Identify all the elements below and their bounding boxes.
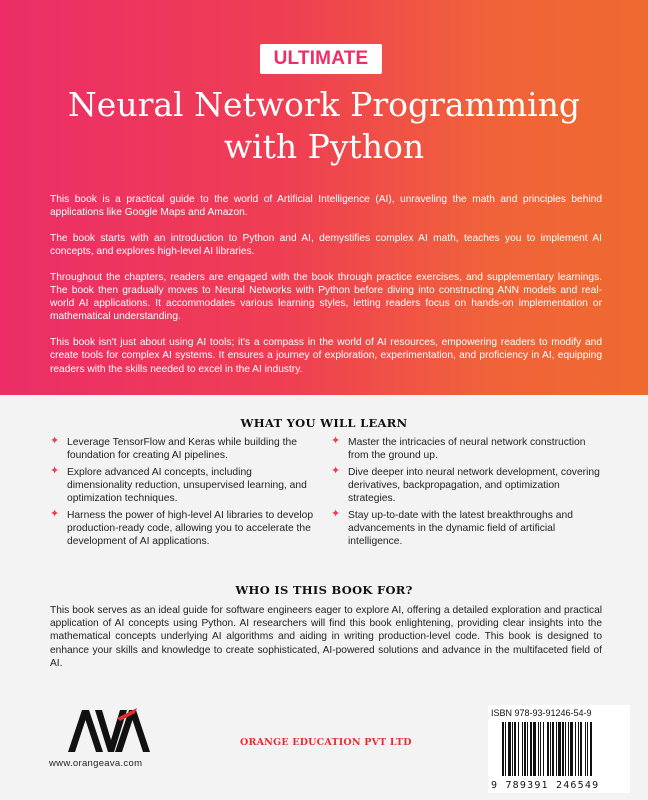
diamond-bullet-icon: ✦ <box>50 508 60 520</box>
title-line-1: Neural Network Programming <box>67 85 581 124</box>
barcode-bar <box>508 722 511 776</box>
barcode-bar <box>518 722 519 776</box>
barcode-bar <box>578 722 579 776</box>
ava-logo-icon <box>65 706 151 754</box>
diamond-bullet-icon: ✦ <box>50 435 60 447</box>
title-line-2: with Python <box>223 127 425 166</box>
barcode-bar <box>514 722 516 776</box>
barcode-number: 9 789391 246549 <box>491 780 600 791</box>
barcode-bar <box>568 722 569 776</box>
diamond-bullet-icon: ✦ <box>331 435 341 447</box>
barcode-bar <box>552 722 554 776</box>
barcode-bar <box>587 722 588 776</box>
barcode-bar <box>550 722 551 776</box>
barcode-bar <box>543 722 544 776</box>
barcode-bar <box>570 722 573 776</box>
intro-paragraph: This book isn't just about using AI tools; it's a compass in the world of AI resources, empowering readers to modify and create tools for complex AI systems. It ensures a journey of exploration, experimentation, and proficiency in AI, equipping readers with the skills needed to excel in the AI industry. <box>50 337 602 375</box>
learn-heading: WHAT YOU WILL LEARN <box>240 416 408 430</box>
book-title <box>0 84 648 168</box>
learn-item: ✦ Leverage TensorFlow and Keras while building the foundation for creating AI pipelines. <box>50 435 297 461</box>
barcode-bar <box>538 722 539 776</box>
barcode-bar <box>575 722 576 776</box>
barcode-icon <box>500 722 622 778</box>
barcode-bar <box>512 722 513 776</box>
barcode-bar <box>562 722 564 776</box>
who-text: This book serves as an ideal guide for software engineers eager to explore AI, offering a detailed exploration and practical application of AI concepts using Python. AI researchers will find this book enlightening, providing clear insights into the mathematical concepts underlying AI algorithms and aiding in writing production-level code. This book is designed to enhance your skills and knowledge to create sophisticated, AI-powered solutions and advance in the multifaceted field of AI. <box>50 605 602 669</box>
ultimate-badge: ULTIMATE <box>260 44 382 74</box>
isbn-text: ISBN 978-93-91246-54-9 <box>491 708 592 718</box>
learn-list-left <box>50 436 314 552</box>
who-heading: WHO IS THIS BOOK FOR? <box>235 583 413 597</box>
learn-list-right <box>331 436 603 552</box>
intro-text <box>50 193 602 388</box>
diamond-bullet-icon: ✦ <box>50 465 60 477</box>
barcode-bar <box>547 722 549 776</box>
barcode-bar <box>558 722 561 776</box>
barcode-bar <box>540 722 541 776</box>
barcode-bar <box>533 722 536 776</box>
barcode-bar <box>530 722 532 776</box>
barcode-bar <box>527 722 528 776</box>
barcode-bar <box>585 722 586 776</box>
barcode-bar <box>580 722 582 776</box>
learn-item: ✦ Dive deeper into neural network development, covering derivatives, backpropagation, and optimization strategies. <box>331 465 600 504</box>
website-url[interactable]: www.orangeava.com <box>49 758 143 769</box>
barcode-bar <box>556 722 557 776</box>
learn-item: ✦ Harness the power of high-level AI libraries to develop production-ready code, allowing you to accelerate the development of AI applications. <box>50 508 314 547</box>
publisher-name: ORANGE EDUCATION PVT LTD <box>240 737 412 748</box>
learn-item: ✦ Stay up-to-date with the latest breakthroughs and advancements in the dynamic field of artificial intelligence. <box>331 508 573 547</box>
cover-top-panel <box>0 0 648 395</box>
diamond-bullet-icon: ✦ <box>331 508 341 520</box>
intro-paragraph: This book is a practical guide to the world of Artificial Intelligence (AI), unraveling the math and principles behind applications like Google Maps and Amazon. <box>50 194 602 219</box>
learn-item: ✦ Explore advanced AI concepts, including dimensionality reduction, unsupervised learning, and optimization techniques. <box>50 465 307 504</box>
learn-item: ✦ Master the intricacies of neural network construction from the ground up. <box>331 435 586 461</box>
intro-paragraph: Throughout the chapters, readers are engaged with the book through practice exercises, and supplementary learnings. The book then gradually moves to Neural Networks with Python before diving into constructing ANN models and real-world AI applications. It accommodates various learning styles, letting readers focus on hands-on implementation or mathematical understanding. <box>50 271 602 323</box>
barcode-bar <box>590 722 592 776</box>
barcode-bar <box>505 722 506 776</box>
intro-paragraph: The book starts with an introduction to Python and AI, demystifies complex AI math, teaches you to implement AI concepts, and explores high-level AI libraries. <box>50 232 602 258</box>
diamond-bullet-icon: ✦ <box>331 465 341 477</box>
barcode-bar <box>565 722 566 776</box>
barcode-bar <box>522 722 523 776</box>
barcode-bar <box>524 722 526 776</box>
barcode-bar <box>502 722 504 776</box>
